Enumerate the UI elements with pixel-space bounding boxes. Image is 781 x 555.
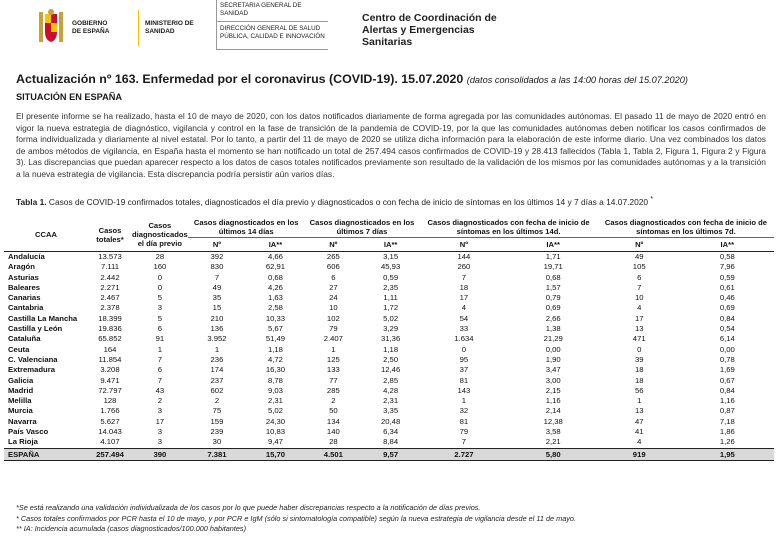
value-cell: 3,47 [545, 365, 561, 375]
value-cell: 174 [210, 365, 224, 375]
value-cell: 2,85 [383, 375, 399, 385]
value-cell: 7 [157, 354, 162, 364]
table-row [4, 303, 774, 313]
value-cell: 5 [157, 293, 162, 303]
value-cell: 125 [326, 354, 340, 364]
table-row [4, 334, 774, 344]
ccaa-name-cell: Melilla [8, 396, 32, 406]
table-caption [16, 196, 653, 207]
value-cell: 18 [459, 282, 469, 292]
group-sym-7d: Casos diagnosticados con fecha de inicio de síntomas en los últimos 7d. [598, 218, 774, 238]
ccaa-name-cell: Aragón [8, 262, 35, 272]
value-cell: 1 [331, 344, 336, 354]
value-cell: 1 [637, 396, 642, 406]
value-cell: 19,71 [543, 262, 563, 272]
ccaa-name-cell: Ceuta [8, 344, 30, 354]
ccaa-name-cell: Madrid [8, 385, 34, 395]
col-ccaa: CCAA [4, 218, 88, 252]
value-cell: 4.107 [100, 437, 120, 447]
section-heading: SITUACIÓN EN ESPAÑA [16, 92, 123, 102]
sub-n: Nº [188, 238, 247, 252]
value-cell: 4,66 [267, 252, 283, 261]
value-cell: 136 [210, 324, 224, 334]
value-cell: 1,57 [545, 282, 561, 292]
value-cell: 602 [210, 385, 224, 395]
value-cell: 65.852 [98, 334, 122, 344]
table-row [4, 273, 774, 283]
value-cell: 2,50 [383, 354, 399, 364]
government-name: GOBIERNO DE ESPAÑA [72, 20, 110, 35]
value-cell: 9,47 [267, 437, 283, 447]
value-cell: 2,58 [267, 303, 283, 313]
value-cell: 3 [157, 406, 162, 416]
table-caption-mark: * [650, 196, 654, 203]
value-cell: 49 [212, 282, 222, 292]
value-cell: 8,78 [267, 375, 283, 385]
total-value-cell: 919 [598, 448, 681, 460]
value-cell: 3 [157, 427, 162, 437]
value-cell: 2.271 [100, 282, 120, 292]
value-cell: 285 [326, 385, 340, 395]
value-cell: 2.442 [100, 272, 120, 282]
value-cell: 3 [157, 437, 162, 447]
value-cell: 143 [457, 385, 471, 395]
ccaa-name-cell: Cantabria [8, 303, 44, 313]
col-total: Casos totales* [88, 218, 132, 252]
value-cell: 2 [157, 396, 162, 406]
value-cell: 392 [210, 252, 224, 261]
value-cell: 2,15 [545, 385, 561, 395]
value-cell: 31,36 [381, 334, 401, 344]
secretaria-label: SECRETARIA GENERAL DE SANIDAD [216, 0, 328, 22]
table-row [4, 283, 774, 293]
value-cell: 0,68 [267, 272, 283, 282]
value-cell: 134 [326, 416, 340, 426]
value-cell: 49 [634, 252, 644, 261]
center-name: Centro de Coordinación de Alertas y Emergencias Sanitarias [362, 12, 497, 48]
value-cell: 1,18 [383, 344, 399, 354]
table-row [4, 386, 774, 396]
value-cell: 45,93 [381, 262, 401, 272]
value-cell: 1,16 [545, 396, 561, 406]
value-cell: 7 [637, 282, 642, 292]
value-cell: 3,35 [383, 406, 399, 416]
value-cell: 12,38 [543, 416, 563, 426]
ccaa-name-cell: Castilla La Mancha [8, 313, 78, 323]
value-cell: 6 [157, 324, 162, 334]
value-cell: 3.208 [100, 365, 120, 375]
table-row [4, 262, 774, 272]
value-cell: 75 [212, 406, 222, 416]
value-cell: 0,54 [719, 324, 735, 334]
value-cell: 239 [210, 427, 224, 437]
value-cell: 0,84 [719, 385, 735, 395]
table-row [4, 314, 774, 324]
value-cell: 0,69 [545, 303, 561, 313]
value-cell: 13 [634, 406, 644, 416]
value-cell: 56 [634, 385, 644, 395]
value-cell: 7,18 [719, 416, 735, 426]
value-cell: 160 [153, 262, 167, 272]
value-cell: 236 [210, 354, 224, 364]
table-row [4, 427, 774, 437]
value-cell: 24 [329, 293, 338, 303]
value-cell: 0 [461, 344, 467, 354]
table-row [4, 376, 774, 386]
value-cell: 0,00 [545, 344, 561, 354]
value-cell: 3,00 [545, 375, 561, 385]
value-cell: 3,15 [383, 252, 399, 261]
total-value-cell: 5,80 [509, 448, 598, 460]
value-cell: 471 [632, 334, 646, 344]
value-cell: 17 [155, 416, 165, 426]
value-cell: 6,14 [719, 334, 735, 344]
value-cell: 2,31 [383, 396, 399, 406]
ccaa-name-cell: Murcia [8, 406, 33, 416]
footnote: ** IA: Incidencia acumulada (casos diagnosticados/100.000 habitantes) [16, 524, 246, 533]
value-cell: 140 [326, 427, 340, 437]
footnotes [16, 503, 576, 535]
group-14d: Casos diagnosticados en los últimos 14 días [188, 218, 305, 238]
value-cell: 102 [326, 313, 340, 323]
total-label-cell: ESPAÑA [4, 448, 88, 460]
table-row [4, 355, 774, 365]
value-cell: 2,66 [545, 313, 561, 323]
value-cell: 3 [157, 303, 162, 313]
value-cell: 81 [459, 375, 469, 385]
total-row [4, 448, 774, 460]
value-cell: 7.111 [100, 262, 120, 272]
table-row [4, 293, 774, 303]
value-cell: 260 [457, 262, 471, 272]
ccaa-name-cell: Cataluña [8, 334, 41, 344]
ccaa-name-cell: Canarias [8, 293, 41, 303]
sub-n: Nº [598, 238, 681, 252]
value-cell: 51,49 [265, 334, 286, 344]
value-cell: 9,03 [267, 385, 283, 395]
report-header [0, 0, 781, 60]
group-sym-14d: Casos diagnosticados con fecha de inicio de síntomas en los últimos 14d. [419, 218, 598, 238]
value-cell: 41 [634, 427, 644, 437]
department-box [216, 0, 328, 50]
value-cell: 6 [157, 365, 162, 375]
table-row [4, 396, 774, 406]
value-cell: 21,29 [543, 334, 563, 344]
value-cell: 1,72 [383, 303, 399, 313]
value-cell: 20,48 [381, 416, 401, 426]
value-cell: 79 [459, 427, 469, 437]
value-cell: 0,87 [719, 406, 735, 416]
value-cell: 164 [103, 344, 117, 354]
value-cell: 4 [637, 437, 642, 447]
value-cell: 159 [210, 416, 224, 426]
value-cell: 33 [459, 324, 469, 334]
value-cell: 237 [210, 375, 224, 385]
value-cell: 1,90 [545, 354, 561, 364]
value-cell: 2.407 [323, 334, 343, 344]
table-row [4, 417, 774, 427]
value-cell: 5.627 [100, 416, 120, 426]
value-cell: 0,79 [545, 293, 561, 303]
value-cell: 13.573 [98, 252, 122, 261]
value-cell: 0,00 [719, 344, 735, 354]
value-cell: 54 [459, 313, 469, 323]
table-row [4, 324, 774, 334]
value-cell: 10,33 [265, 313, 286, 323]
table-row [4, 252, 774, 263]
total-value-cell: 7.381 [188, 448, 247, 460]
value-cell: 18.399 [98, 313, 122, 323]
value-cell: 2.467 [100, 293, 120, 303]
value-cell: 19.836 [98, 324, 122, 334]
value-cell: 2 [331, 396, 336, 406]
value-cell: 5,67 [267, 324, 283, 334]
ccaa-name-cell: Extremadura [8, 365, 55, 375]
value-cell: 1,63 [267, 293, 283, 303]
value-cell: 1,71 [545, 252, 561, 261]
value-cell: 210 [210, 313, 224, 323]
table-caption-text: Casos de COVID-19 confirmados totales, diagnosticados el día previo y diagnosticados o con fecha de inicio de síntomas en los últimos 14 y 7 días a 14.07.2020 [48, 196, 649, 207]
value-cell: 0,67 [719, 375, 735, 385]
footnote: *Se está realizando una validación individualizada de los casos por lo que puede haber discrepancias respecto a la notificación de días previos. [16, 503, 481, 512]
value-cell: 1,16 [719, 396, 735, 406]
value-cell: 4 [637, 303, 642, 313]
total-value-cell: 2.727 [419, 448, 508, 460]
value-cell: 7 [461, 272, 467, 282]
ccaa-name-cell: Castilla y León [8, 324, 63, 334]
value-cell: 5 [157, 313, 162, 323]
value-cell: 3.952 [207, 334, 227, 344]
value-cell: 0,78 [719, 354, 735, 364]
value-cell: 10 [329, 303, 338, 313]
value-cell: 7 [157, 375, 162, 385]
sub-n: Nº [419, 238, 508, 252]
value-cell: 1.766 [100, 406, 120, 416]
value-cell: 2,31 [267, 396, 283, 406]
value-cell: 0 [157, 272, 162, 282]
sub-ia: IA** [681, 238, 774, 252]
intro-paragraph: El presente informe se ha realizado, hasta el 10 de mayo de 2020, con los datos notificados diariamente de forma agregada por las comunidades autónomas. El pasado 11 de mayo de 2020 entró en vigor la nueva estrategia de diagnóstico, vigilancia y control en la fase de transición de la pandemia de COVID-19, por la que las comunidades autónomas deben notificar los casos confirmados de forma individualizada y diariamente al nivel estatal. Por lo tanto, a partir del 11 de mayo de 2020 se utiliza dicha información para la elaboración de este informe diario. Una vez combinados los datos de ambos métodos de vigilancia, en España hasta el momento se han notificado un total de 257.494 casos confirmados de COVID-19 y 28.413 fallecidos (Tabla 1, Tabla 2, Figura 1, Figura 2 y Figura 3). Las discrepancias que puedan aparecer respecto a los datos de casos totales notificados previamente son resultado de la validación de los mismos por las comunidades autónomas y a la transición a la nueva estrategia de vigilancia. Esta discrepancia podría persistir aún varios días. [16, 111, 766, 179]
ccaa-name-cell: Baleares [8, 282, 41, 292]
value-cell: 91 [155, 334, 165, 344]
value-cell: 3,29 [383, 324, 399, 334]
value-cell: 17 [459, 293, 469, 303]
value-cell: 1,11 [383, 293, 398, 303]
value-cell: 14.043 [98, 427, 122, 437]
title-main: Actualización nº 163. Enfermedad por el coronavirus (COVID-19). 15.07.2020 [16, 72, 464, 86]
value-cell: 0,61 [719, 282, 735, 292]
direccion-label: DIRECCIÓN GENERAL DE SALUD PÚBLICA, CALIDAD E INNOVACIÓN [216, 22, 328, 50]
value-cell: 62,91 [265, 262, 286, 272]
value-cell: 17 [634, 313, 644, 323]
value-cell: 0,46 [719, 293, 735, 303]
value-cell: 18 [634, 375, 644, 385]
value-cell: 2,21 [545, 437, 561, 447]
ccaa-name-cell: C. Valenciana [8, 354, 58, 364]
value-cell: 1,26 [719, 437, 735, 447]
report-title [16, 72, 688, 86]
value-cell: 0,59 [383, 272, 399, 282]
value-cell: 1 [157, 344, 162, 354]
government-logo-block [36, 6, 205, 50]
value-cell: 50 [329, 406, 338, 416]
value-cell: 1,38 [545, 324, 561, 334]
value-cell: 6,34 [383, 427, 399, 437]
value-cell: 35 [212, 293, 222, 303]
value-cell: 13 [634, 324, 644, 334]
total-value-cell: 390 [132, 448, 188, 460]
table-row [4, 406, 774, 416]
value-cell: 12,46 [381, 365, 401, 375]
value-cell: 28 [329, 437, 338, 447]
table-row [4, 345, 774, 355]
table-body [4, 252, 774, 461]
ccaa-name-cell: Galicia [8, 375, 34, 385]
value-cell: 265 [326, 252, 340, 261]
value-cell: 4,26 [267, 282, 283, 292]
cases-table [4, 218, 774, 461]
value-cell: 2,35 [383, 282, 399, 292]
value-cell: 10,83 [265, 427, 286, 437]
value-cell: 15 [212, 303, 222, 313]
value-cell: 72.797 [98, 385, 122, 395]
value-cell: 11.854 [98, 354, 122, 364]
total-value-cell: 15,70 [246, 448, 305, 460]
value-cell: 7,96 [719, 262, 735, 272]
value-cell: 7 [461, 437, 467, 447]
value-cell: 81 [459, 416, 469, 426]
value-cell: 133 [326, 365, 340, 375]
value-cell: 6 [637, 272, 642, 282]
value-cell: 39 [634, 354, 644, 364]
value-cell: 4,28 [383, 385, 399, 395]
value-cell: 2 [214, 396, 220, 406]
value-cell: 144 [457, 252, 471, 261]
value-cell: 28 [155, 252, 165, 261]
value-cell: 1.634 [454, 334, 474, 344]
value-cell: 1 [214, 344, 220, 354]
value-cell: 1,86 [719, 427, 735, 437]
value-cell: 8,84 [383, 437, 399, 447]
value-cell: 16,30 [265, 365, 286, 375]
value-cell: 32 [459, 406, 469, 416]
ccaa-name-cell: Asturias [8, 272, 39, 282]
value-cell: 2,14 [545, 406, 561, 416]
value-cell: 6 [331, 272, 336, 282]
coat-of-arms-icon [36, 8, 66, 48]
value-cell: 10 [634, 293, 644, 303]
value-cell: 0,59 [719, 272, 735, 282]
value-cell: 1 [461, 396, 467, 406]
value-cell: 47 [634, 416, 644, 426]
ccaa-name-cell: Navarra [8, 416, 37, 426]
value-cell: 18 [634, 365, 644, 375]
value-cell: 1,18 [267, 344, 283, 354]
value-cell: 4,72 [267, 354, 283, 364]
ccaa-name-cell: La Rioja [8, 437, 38, 447]
sub-ia: IA** [362, 238, 419, 252]
ccaa-name-cell: País Vasco [8, 427, 49, 437]
value-cell: 0 [157, 282, 162, 292]
value-cell: 0 [637, 344, 642, 354]
footnote: * Casos totales confirmados por PCR hasta el 10 de mayo, y por PCR e IgM (sólo si sintomatología compatible) según la nueva estrategia de vigilancia desde el 11 de mayo. [16, 513, 576, 523]
value-cell: 5,02 [383, 313, 399, 323]
table-header-row [4, 218, 774, 238]
table-row [4, 365, 774, 375]
value-cell: 5,02 [267, 406, 283, 416]
value-cell: 79 [329, 324, 338, 334]
total-value-cell: 4.501 [305, 448, 362, 460]
value-cell: 606 [326, 262, 340, 272]
value-cell: 128 [103, 396, 117, 406]
value-cell: 830 [210, 262, 224, 272]
value-cell: 7 [214, 272, 220, 282]
value-cell: 1,69 [719, 365, 735, 375]
value-cell: 4 [461, 303, 467, 313]
ccaa-name-cell: Andalucía [8, 252, 45, 261]
value-cell: 43 [155, 385, 165, 395]
value-cell: 0,68 [545, 272, 561, 282]
title-subtitle: (datos consolidados a las 14:00 horas del 15.07.2020) [466, 75, 688, 85]
sub-ia: IA** [509, 238, 598, 252]
value-cell: 30 [212, 437, 222, 447]
value-cell: 0,84 [719, 313, 735, 323]
value-cell: 27 [329, 282, 338, 292]
value-cell: 37 [459, 365, 469, 375]
total-value-cell: 257.494 [88, 448, 132, 460]
ministry-name: MINISTERIO DE SANIDAD [145, 20, 194, 35]
value-cell: 95 [459, 354, 469, 364]
value-cell: 3,58 [545, 427, 561, 437]
value-cell: 9.471 [100, 375, 120, 385]
logo-divider [138, 10, 139, 46]
total-value-cell: 9,57 [362, 448, 419, 460]
table-row [4, 437, 774, 448]
value-cell: 24,30 [265, 416, 286, 426]
group-7d: Casos diagnosticados en los últimos 7 días [305, 218, 420, 238]
table-caption-label: Tabla 1. [16, 196, 47, 207]
col-prev: Casos diagnosticados el día previo [132, 218, 188, 252]
value-cell: 0,58 [719, 252, 735, 261]
value-cell: 77 [329, 375, 338, 385]
value-cell: 0,69 [719, 303, 735, 313]
value-cell: 105 [632, 262, 646, 272]
sub-ia: IA** [246, 238, 305, 252]
total-value-cell: 1,95 [681, 448, 774, 460]
sub-n: Nº [305, 238, 362, 252]
value-cell: 2.378 [100, 303, 120, 313]
